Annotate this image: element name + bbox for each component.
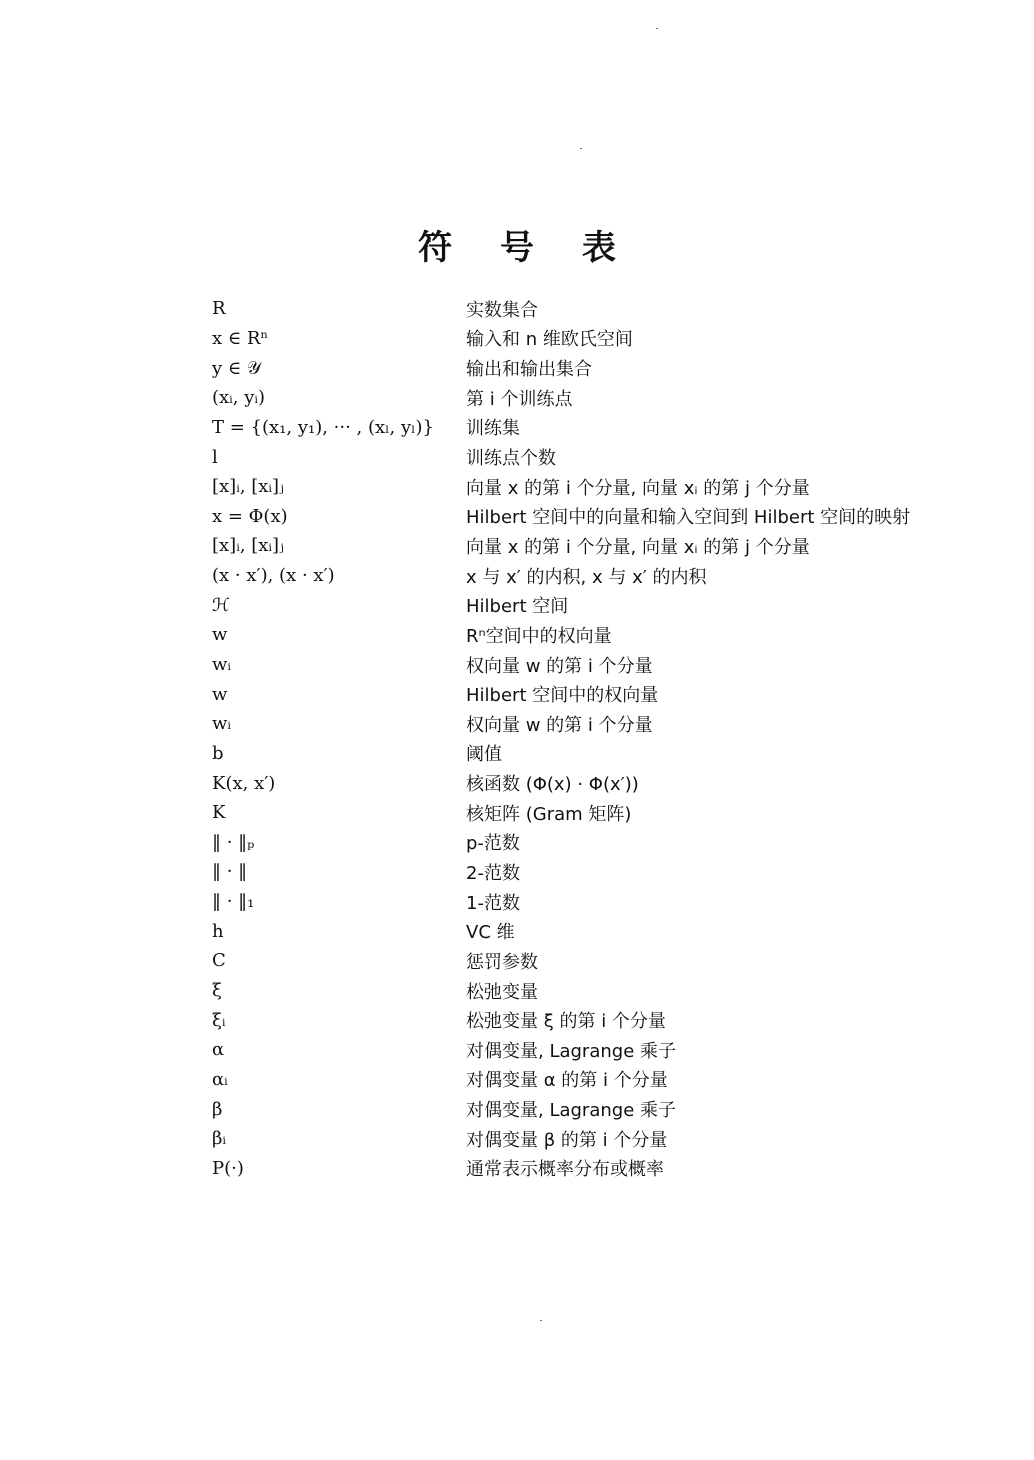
symbol-cell: P(·) xyxy=(212,1157,244,1179)
scan-speck xyxy=(580,148,582,149)
symbol-cell: y ∈ 𝒴 xyxy=(212,357,262,379)
description-cell: 对偶变量, Lagrange 乘子 xyxy=(466,1100,676,1122)
description-cell: 第 i 个训练点 xyxy=(466,388,573,410)
description-cell: Hilbert 空间 xyxy=(466,596,569,618)
symbol-row xyxy=(212,1005,972,1035)
symbol-cell: w xyxy=(212,683,228,705)
description-cell: Hilbert 空间中的权向量 xyxy=(466,685,659,707)
symbol-cell: βᵢ xyxy=(212,1128,227,1150)
symbol-row xyxy=(212,531,972,561)
symbol-cell: αᵢ xyxy=(212,1068,228,1090)
symbol-row xyxy=(212,561,972,591)
symbol-cell: x ∈ Rⁿ xyxy=(212,327,269,349)
symbol-row xyxy=(212,294,972,324)
symbol-cell: β xyxy=(212,1098,223,1120)
page-title: 符 号 表 xyxy=(418,228,634,268)
symbol-cell: x = Φ(x) xyxy=(212,505,288,527)
symbol-row xyxy=(212,798,972,828)
description-cell: 核函数 (Φ(x) · Φ(x′)) xyxy=(466,774,639,796)
symbol-row xyxy=(212,501,972,531)
symbol-cell: ‖ · ‖ xyxy=(212,861,248,883)
description-cell: 输出和输出集合 xyxy=(466,359,592,381)
symbol-cell: l xyxy=(212,446,218,468)
description-cell: Hilbert 空间中的向量和输入空间到 Hilbert 空间的映射 xyxy=(466,507,911,529)
symbol-row xyxy=(212,857,972,887)
description-cell: 1-范数 xyxy=(466,892,520,914)
symbol-cell: ‖ · ‖ₚ xyxy=(212,831,255,853)
symbol-cell: b xyxy=(212,742,224,764)
symbol-row xyxy=(212,976,972,1006)
description-cell: 对偶变量 β 的第 i 个分量 xyxy=(466,1129,668,1151)
symbol-cell: [x]ᵢ, [xᵢ]ⱼ xyxy=(212,535,284,557)
description-cell: 通常表示概率分布或概率 xyxy=(466,1159,664,1181)
symbol-row xyxy=(212,828,972,858)
description-cell: 向量 x 的第 i 个分量, 向量 xᵢ 的第 j 个分量 xyxy=(466,477,810,499)
description-cell: p-范数 xyxy=(466,833,520,855)
symbol-row xyxy=(212,946,972,976)
symbol-cell: (xᵢ, yᵢ) xyxy=(212,387,266,409)
symbol-cell: wᵢ xyxy=(212,713,232,735)
description-cell: 输入和 n 维欧氏空间 xyxy=(466,329,633,351)
symbol-row xyxy=(212,620,972,650)
description-cell: 核矩阵 (Gram 矩阵) xyxy=(466,803,632,825)
description-cell: 对偶变量, Lagrange 乘子 xyxy=(466,1040,676,1062)
symbol-row xyxy=(212,353,972,383)
symbol-cell: K(x, x′) xyxy=(212,772,276,794)
description-cell: 阈值 xyxy=(466,744,502,766)
symbol-row xyxy=(212,1035,972,1065)
symbol-cell: ξᵢ xyxy=(212,1009,226,1031)
symbol-row xyxy=(212,1065,972,1095)
description-cell: 训练集 xyxy=(466,418,520,440)
symbol-cell: (x · x′), (x · x′) xyxy=(212,565,335,587)
description-cell: 对偶变量 α 的第 i 个分量 xyxy=(466,1070,668,1092)
symbol-cell: T = {(x₁, y₁), ··· , (xₗ, yₗ)} xyxy=(212,416,434,438)
description-cell: VC 维 xyxy=(466,922,515,944)
description-cell: 权向量 w 的第 i 个分量 xyxy=(466,655,653,677)
symbol-row xyxy=(212,383,972,413)
symbol-cell: h xyxy=(212,920,224,942)
symbol-row xyxy=(212,472,972,502)
description-cell: 训练点个数 xyxy=(466,448,556,470)
description-cell: 松弛变量 ξ 的第 i 个分量 xyxy=(466,1011,666,1033)
symbol-row xyxy=(212,1154,972,1184)
symbol-row xyxy=(212,442,972,472)
symbol-row xyxy=(212,590,972,620)
symbol-cell: ξ xyxy=(212,980,222,1002)
symbol-cell: ‖ · ‖₁ xyxy=(212,891,255,913)
description-cell: 权向量 w 的第 i 个分量 xyxy=(466,714,653,736)
symbol-row xyxy=(212,650,972,680)
symbol-row xyxy=(212,324,972,354)
scan-speck xyxy=(656,28,658,29)
symbol-cell: ℋ xyxy=(212,594,230,616)
symbol-table xyxy=(212,294,972,1183)
symbol-row xyxy=(212,739,972,769)
symbol-row xyxy=(212,709,972,739)
symbol-row xyxy=(212,1094,972,1124)
symbol-row xyxy=(212,768,972,798)
symbol-cell: C xyxy=(212,950,226,972)
symbol-cell: α xyxy=(212,1039,225,1061)
symbol-row xyxy=(212,413,972,443)
symbol-cell: [x]ᵢ, [xᵢ]ⱼ xyxy=(212,476,284,498)
description-cell: 实数集合 xyxy=(466,299,538,321)
symbol-cell: w xyxy=(212,624,228,646)
description-cell: 2-范数 xyxy=(466,862,520,884)
symbol-row xyxy=(212,679,972,709)
scan-speck xyxy=(540,1320,542,1321)
symbol-cell: K xyxy=(212,802,226,824)
symbol-row xyxy=(212,1124,972,1154)
description-cell: x 与 x′ 的内积, x 与 x′ 的内积 xyxy=(466,566,707,588)
description-cell: 惩罚参数 xyxy=(466,951,538,973)
description-cell: 松弛变量 xyxy=(466,981,538,1003)
description-cell: Rⁿ空间中的权向量 xyxy=(466,625,612,647)
symbol-cell: R xyxy=(212,298,226,320)
description-cell: 向量 x 的第 i 个分量, 向量 xᵢ 的第 j 个分量 xyxy=(466,536,810,558)
symbol-row xyxy=(212,916,972,946)
symbol-cell: wᵢ xyxy=(212,654,232,675)
symbol-row xyxy=(212,887,972,917)
